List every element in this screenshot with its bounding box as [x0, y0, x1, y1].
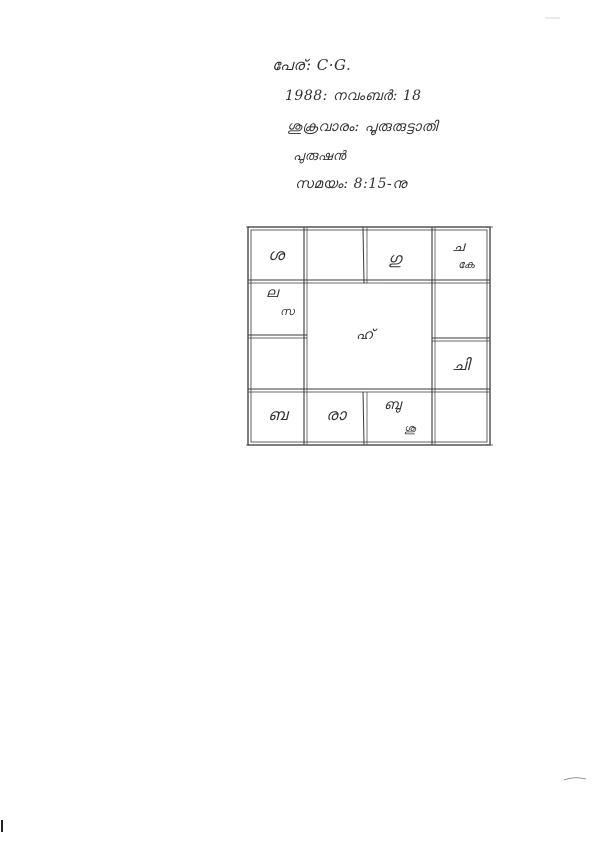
- header-name-line: പേര്: C·G.: [272, 56, 352, 74]
- cell-r1c4-top-text: ച: [452, 239, 465, 255]
- cell-r2c1-top-text: ല: [266, 285, 278, 301]
- cell-r1c3-text: ഗു: [388, 249, 402, 268]
- cell-r4c3-bottom-text: ശു: [404, 422, 416, 435]
- cell-r3c4-text: ചി: [452, 355, 470, 374]
- cell-r2c1-bottom-text: സ: [280, 305, 295, 318]
- cell-r4c3-top-text: ബു: [384, 397, 401, 413]
- cell-r1c1-text: ശ: [268, 245, 285, 264]
- cell-r4c2-text: രാ: [326, 405, 346, 424]
- header-gender-line: പുരുഷൻ: [293, 149, 347, 164]
- cell-r1c4-bottom-text: കേ: [458, 258, 475, 271]
- cell-r4c1-text: ബ: [268, 405, 288, 424]
- header-date-line: 1988: നവംബർ: 18: [285, 88, 422, 104]
- header-weekday-star-line: ശുക്രവാരം: പൂരുരുട്ടാതി: [287, 119, 438, 135]
- chart-center-text: ഹ്: [356, 327, 374, 343]
- header-time-line: സമയം: 8:15-നു: [295, 176, 408, 192]
